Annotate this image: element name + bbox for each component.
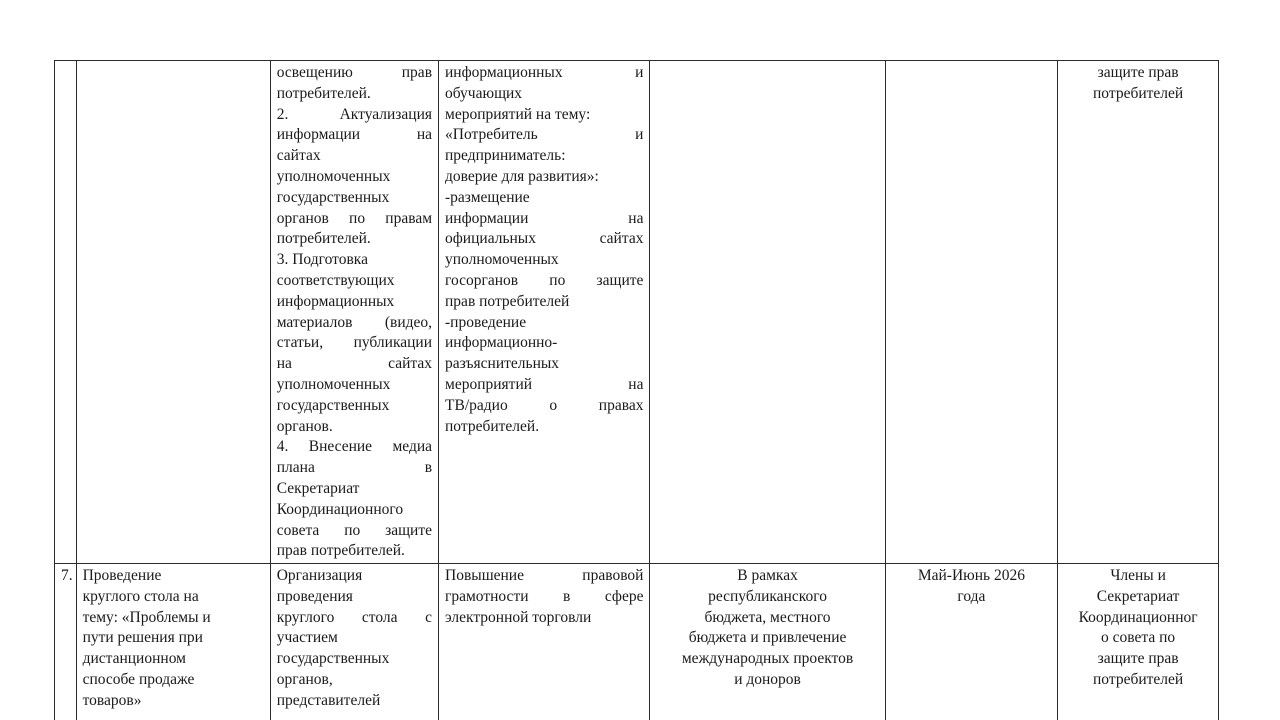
- cell-text-line: защите прав: [1097, 650, 1179, 668]
- cell-text-line: прав потребителей: [445, 292, 570, 310]
- cell-text-line: о совета по: [1101, 629, 1176, 647]
- table-row: [55, 564, 1219, 720]
- cell-text-line: органов,: [276, 670, 333, 688]
- cell-text-line: Координационног: [1078, 608, 1198, 626]
- row-number-cell: [55, 61, 77, 564]
- cell-text-line: сайтах: [276, 147, 321, 165]
- cell-text-line: 2. Актуализация: [276, 105, 433, 123]
- deadline-cell: [885, 564, 1058, 720]
- cell-text-line: уполномоченных: [445, 251, 559, 269]
- cell-text-line: бюджета, местного: [704, 608, 831, 626]
- cell-text-line: Секретариат: [276, 479, 360, 497]
- implementation-measures-cell: [270, 61, 438, 564]
- table-row: [55, 61, 1219, 564]
- cell-text-line: дистанционном: [82, 650, 186, 668]
- cell-text-line: потребителей.: [276, 230, 371, 248]
- cell-text-line: уполномоченных: [276, 375, 391, 393]
- funding-source-cell: [650, 564, 885, 720]
- event-name-cell: [76, 61, 270, 564]
- cell-text-line: Секретариат: [1096, 587, 1180, 605]
- responsible-cell: [1058, 564, 1219, 720]
- row-number-cell: 7.: [55, 564, 77, 720]
- cell-text-line: информации на: [445, 209, 644, 227]
- cell-text-line: грамотности в сфере: [445, 587, 644, 605]
- cell-text-line: совета по защите: [276, 521, 433, 539]
- cell-text-line: Координационного: [276, 500, 404, 518]
- cell-text-line: потребителей: [1093, 670, 1184, 688]
- cell-text-line: круглого стола на: [82, 587, 199, 605]
- event-name-cell: [76, 564, 270, 720]
- cell-text-line: государственных: [276, 396, 390, 414]
- cell-text-line: информации на: [276, 126, 433, 144]
- cell-text-line: информационных и: [445, 64, 644, 81]
- cell-text-line: защите прав: [1097, 64, 1179, 81]
- cell-text-line: органов.: [276, 417, 333, 435]
- cell-text-line: круглого стола с: [276, 608, 433, 626]
- cell-text-line: республиканского: [708, 587, 827, 605]
- cell-text-line: госорганов по защите: [445, 271, 644, 289]
- cell-text-line: прав потребителей.: [276, 542, 405, 560]
- cell-text-line: государственных: [276, 188, 390, 206]
- expected-results-cell: [439, 61, 650, 564]
- implementation-measures-cell: [270, 564, 438, 720]
- cell-text-line: способе продаже: [82, 670, 195, 688]
- cell-text-line: «Потребитель и: [445, 126, 644, 144]
- cell-text-line: представителей: [276, 691, 381, 709]
- cell-text-line: товаров»: [82, 691, 142, 709]
- cell-text-line: уполномоченных: [276, 167, 391, 185]
- cell-text-line: -проведение: [445, 313, 527, 331]
- cell-text-line: Члены и: [1110, 567, 1166, 584]
- cell-text-line: проведения: [276, 587, 353, 605]
- cell-text-line: предприниматель:: [445, 147, 566, 165]
- cell-text-line: официальных сайтах: [445, 230, 644, 248]
- cell-text-line: ТВ/радио о правах: [445, 396, 644, 414]
- cell-text-line: статьи, публикации: [276, 334, 433, 352]
- cell-text-line: -размещение: [445, 188, 530, 206]
- cell-text-line: разъяснительных: [445, 355, 560, 373]
- cell-text-line: потребителей.: [445, 417, 540, 435]
- funding-source-cell: [650, 61, 885, 564]
- deadline-cell: [885, 61, 1058, 564]
- cell-text-line: материалов (видео,: [276, 313, 433, 331]
- cell-text-line: участием: [276, 629, 338, 647]
- cell-text-line: тему: «Проблемы и: [82, 608, 211, 626]
- cell-text-line: Проведение: [82, 567, 162, 584]
- cell-text-line: обучающих: [445, 84, 523, 102]
- cell-text-line: государственных: [276, 650, 390, 668]
- cell-text-line: освещению прав: [276, 64, 433, 81]
- cell-text-line: 4. Внесение медиа: [276, 438, 433, 456]
- cell-text-line: В рамках: [737, 567, 798, 584]
- cell-text-line: органов по правам: [276, 209, 433, 227]
- cell-text-line: потребителей: [1093, 84, 1184, 102]
- cell-text-line: электронной торговли: [445, 608, 592, 626]
- cell-text-line: соответствующих: [276, 271, 395, 289]
- cell-text-line: на сайтах: [276, 355, 433, 373]
- cell-text-line: международных проектов: [681, 650, 854, 668]
- cell-text-line: года: [957, 587, 986, 605]
- cell-text-line: Повышение правовой: [445, 567, 644, 584]
- cell-text-line: доверие для развития»:: [445, 167, 599, 185]
- expected-results-cell: [439, 564, 650, 720]
- cell-text-line: плана в: [276, 459, 433, 477]
- cell-text-line: потребителей.: [276, 84, 371, 102]
- cell-text-line: 3. Подготовка: [276, 251, 368, 269]
- cell-text-line: информационных: [276, 292, 395, 310]
- cell-text-line: Организация: [276, 567, 363, 584]
- action-plan-table: [54, 60, 1219, 720]
- cell-text-line: мероприятий на тему:: [445, 105, 591, 123]
- cell-text-line: мероприятий на: [445, 375, 644, 393]
- cell-text-line: пути решения при: [82, 629, 203, 647]
- cell-text-line: информационно-: [445, 334, 558, 352]
- responsible-cell: [1058, 61, 1219, 564]
- cell-text-line: Май-Июнь 2026: [917, 567, 1025, 584]
- cell-text-line: и доноров: [734, 670, 801, 688]
- cell-text-line: бюджета и привлечение: [688, 629, 847, 647]
